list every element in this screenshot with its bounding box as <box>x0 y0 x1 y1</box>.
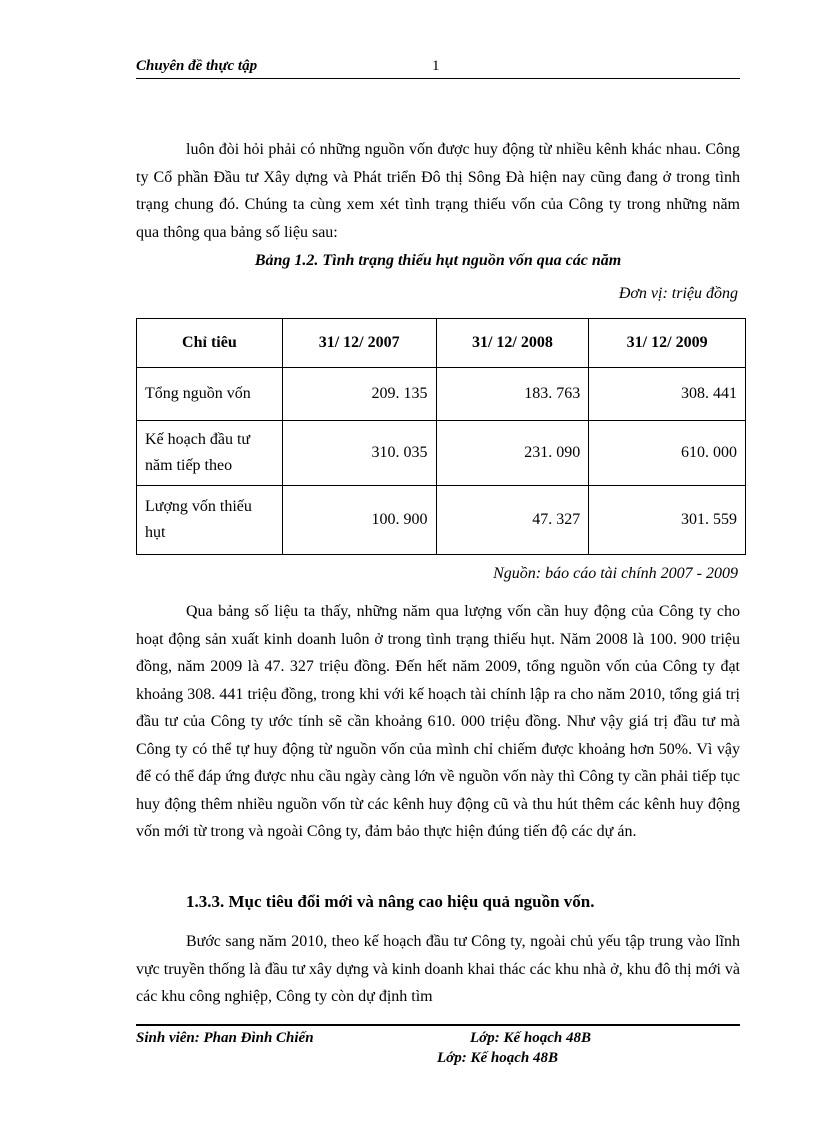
column-header: 31/ 12/ 2007 <box>282 319 436 368</box>
page-number: 1 <box>432 58 440 74</box>
intro-paragraph: luôn đòi hỏi phải có những nguồn vốn được huy động từ nhiều kênh khác nhau. Công ty Cổ phần Đầu tư Xây dựng và Phát triển Đô thị Sông Đà hiện nay cũng đang ở trong tình trạng chung đó. Chúng ta cùng xem xét tình trạng thiếu vốn của Công ty trong những năm qua thông qua bảng số liệu sau: <box>136 141 740 241</box>
table-unit: Đơn vị: triệu đồng <box>618 285 738 302</box>
row-label: Lượng vốn thiếu hụt <box>137 486 283 555</box>
table-cell: 310. 035 <box>282 421 436 486</box>
table-cell: 610. 000 <box>589 421 746 486</box>
table-cell: 209. 135 <box>282 368 436 421</box>
column-header: 31/ 12/ 2009 <box>589 319 746 368</box>
table-title: Bảng 1.2. Tình trạng thiếu hụt nguồn vốn qua các năm <box>254 252 622 269</box>
table-source: Nguồn: báo cáo tài chính 2007 - 2009 <box>493 565 738 582</box>
table-cell: 100. 900 <box>282 486 436 555</box>
column-header: 31/ 12/ 2008 <box>436 319 589 368</box>
table-cell: 308. 441 <box>589 368 746 421</box>
page-header <box>136 56 740 79</box>
column-header: Chỉ tiêu <box>137 319 283 368</box>
table-cell: 47. 327 <box>436 486 589 555</box>
header-title: Chuyên đề thực tập <box>136 58 258 74</box>
section-heading: 1.3.3. Mục tiêu đổi mới và nâng cao hiệu quả nguồn vốn. <box>186 892 595 911</box>
row-label: Kế hoạch đầu tư năm tiếp theo <box>137 421 283 486</box>
footer-class-repeat: Lớp: Kế hoạch 48B <box>437 1050 558 1066</box>
analysis-paragraph: Qua bảng số liệu ta thấy, những năm qua lượng vốn cần huy động của Công ty cho hoạt động sản xuất kinh doanh luôn ở trong tình trạng thiếu hụt. Năm 2008 là 100. 900 triệu đồng, năm 2009 là 47. 327 triệu đồng. Đến hết năm 2009, tổng nguồn vốn của Công ty đạt khoảng 308. 441 triệu đồng, trong khi với kế hoạch tài chính lập ra cho năm 2010, tổng giá trị đầu tư của Công ty ước tính sẽ cần khoảng 610. 000 triệu đồng. Như vậy giá trị đầu tư mà Công ty có thể tự huy động từ nguồn vốn của mình chỉ chiếm được khoảng hơn 50%. Vì vậy để có thể đáp ứng được nhu cầu ngày càng lớn về nguồn vốn này thì Công ty cần phải tiếp tục huy động thêm nhiều nguồn vốn từ các kênh huy động cũ và thu hút thêm các kênh huy động vốn mới từ trong và ngoài Công ty, đảm bảo thực hiện đúng tiến độ các dự án. <box>136 603 740 840</box>
table-row <box>137 486 746 555</box>
capital-shortage-table <box>136 318 746 555</box>
footer-student: Sinh viên: Phan Đình Chiến <box>136 1030 314 1046</box>
table-row <box>137 421 746 486</box>
footer-divider <box>136 1024 740 1026</box>
table-header-row <box>137 319 746 368</box>
footer-class: Lớp: Kế hoạch 48B <box>470 1030 591 1046</box>
table-row <box>137 368 746 421</box>
table-cell: 183. 763 <box>436 368 589 421</box>
table-cell: 301. 559 <box>589 486 746 555</box>
row-label: Tổng nguồn vốn <box>137 368 283 421</box>
table-cell: 231. 090 <box>436 421 589 486</box>
section-paragraph: Bước sang năm 2010, theo kế hoạch đầu tư Công ty, ngoài chủ yếu tập trung vào lĩnh vực truyền thống là đầu tư xây dựng và kinh doanh khai thác các khu nhà ở, khu đô thị mới và các khu công nghiệp, Công ty còn dự định tìm <box>136 933 740 1005</box>
